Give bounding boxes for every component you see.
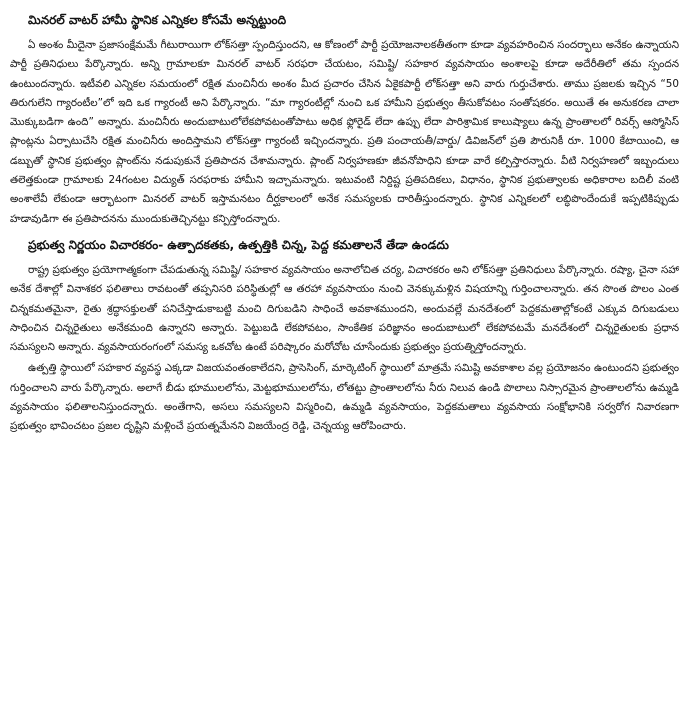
section-cooperative-farming xyxy=(10,235,679,437)
paragraph: రాష్ట్ర ప్రభుత్వం ప్రయోగాత్మకంగా చేపడుతున్న సమిష్టి/ సహకార వ్యవసాయం అనాలోచిత చర్య, విచారకరం అని లోక్‌సత్తా ప్రతినిధులు పేర్కొన్నారు. రష్యా, చైనా సహా అనేక దేశాల్లో వినాశకర ఫలితాలు రావటంతో తప్పనిసరి పరిస్థితుల్లో ఆ తరహా వ్యవసాయం నుంచి వెనక్కుమళ్లిన విషయాన్ని గుర్తించాలన్నారు. తన సొంత పొలం ఎంత చిన్నకమతమైనా, రైతు శ్రద్ధాసక్తులతో పనిచేస్తాడుకాబట్టి మంచి దిగుబడిని సాధించే అవకాశముందని, అందువల్లే మనదేశంలో పెద్దకమతాల్లోకంటే ఎక్కువ దిగుబడులు సాధించిన చిన్నరైతులు అనేకమంది ఉన్నారని అన్నారు. పెట్టుబడి లేకపోవటం, సాంకేతిక పరిజ్ఞానం అందుబాటులో లేకపోవటమే మనదేశంలో చిన్నరైతులకు ప్రధాన సమస్యలని అన్నారు. వ్యవసాయరంగంలో సమస్య ఒకచోట ఉంటే పరిష్కారం మరోచోట చూసేందుకు ప్రభుత్వం ప్రయత్నిస్తోందన్నారు. xyxy=(10,263,679,354)
section-mineral-water xyxy=(10,10,679,229)
section-heading: మినరల్ వాటర్ హామీ స్థానిక ఎన్నికల కోసమే అన్నట్టుంది xyxy=(28,13,287,27)
section-heading: ప్రభుత్వ నిర్ణయం విచారకరం- ఉత్పాదకతకు, ఉత్పత్తికి చిన్న, పెద్ద కమతాలనే తేడా ఉండదు xyxy=(28,237,449,252)
paragraph: ఏ అంశం మీదైనా ప్రజాసంక్షేమమే గీటురాయిగా లోక్‌సత్తా స్పందిస్తుందని, ఆ కోణంలో పార్టీ ప్రయోజనాలకతీతంగా కూడా వ్యవహరించిన సందర్భాలు అనేకం ఉన్నాయని పార్టీ ప్రతినిధులు పేర్కొన్నారు. అన్ని గ్రామాలకూ మినరల్ వాటర్ సరఫరా చేయటం, సమిష్టి/ సహకార వ్యవసాయం అంశాలపై కూడా అదేరీతిలో తమ స్పందన ఉంటుందన్నారు. ఇటీవలి ఎన్నికల సమయంలో రక్షిత మంచినీరు అంశం మీద ప్రచారం చేసిన ఏకైకపార్టీ లోక్‌సత్తా అని వారు గుర్తుచేశారు. తాము ప్రజలకు ఇచ్చిన “50 తిరుగులేని గ్యారంటీల”లో ఇది ఒక గ్యారంటీ అని పేర్కొన్నారు. “మా గ్యారంటీల్లో నుంచి ఒక హామీని ప్రభుత్వం తీసుకోవటం సంతోషకరం. అయితే ఈ అనుకరణ చాలా మొక్కుబడిగా ఉంది” అన్నారు. మంచినీరు అందుబాటులోలేకపోవటంతోపాటు అధిక ఫ్లోరైడ్ లేదా ఉప్పు లేదా పారిశ్రామిక కాలుష్యాలు ఉన్న ప్రాంతాలలో రివర్స్ ఆస్మోసిస్ ప్లాంట్లను ఏర్పాటుచేసి రక్షిత మంచినీరు అందిస్తామని లోక్‌సత్తా గ్యారంటీ ఇచ్చిందన్నారు. ప్రతి పంచాయతీ/వార్డు/ డివిజన్‌లో ప్రతి పౌరునికీ రూ. 1000 కేటాయించి, ఆ డబ్బుతో స్థానిక ప్రభుత్వం ప్లాంట్‌ను నడుపుకునే ప్రతిపాదన చేశామన్నారు. ప్లాంట్ నిర్వహణకూ జీవనోపాధిని కూడా వారే కల్పిస్తారన్నారు. వీటి నిర్వహణలో ఇబ్బందులు తలెత్తకుండా గ్రామాలకు 24గంటల విద్యుత్ సరఫరాకు హామీని ఇచ్చామన్నారు. ఇటువంటి నిర్దిష్ట ప్రతిపదికలు, విధానం, స్థానిక ప్రభుత్వాలకు అధికారాల బదిలీ వంటి అంశాలేవీ లేకుండా ఆర్భాటంగా మినరల్ వాటర్ ఇస్తామనటం దీర్ఘకాలంలో అనేక సమస్యలకు దారితీస్తుందన్నారు. స్థానిక ఎన్నికలలో లబ్ధిపొందేందుకే ఇప్పటికిప్పుడు హడావుడిగా ఈ ప్రతిపాదనను ముందుకుతెచ్చినట్టు కన్పిస్తోందన్నారు. xyxy=(10,39,680,225)
paragraph: ఉత్పత్తి స్థాయిలో సహకార వ్యవస్థ ఎక్కడా విజయవంతంకాలేదని, ప్రాసెసింగ్, మార్కెటింగ్ స్థాయిలో మాత్రమే సమిష్టి అవకాశాల వల్ల ప్రయోజనం ఉంటుందని ప్రభుత్వం గుర్తించాలని వారు పేర్కొన్నారు. అలాగే బీడు భూములలోను, మెట్టభూములలోను, లోతట్టు ప్రాంతాలలోను నీరు నిలువ ఉండి పొలాలు నిస్సారమైన ప్రాంతాలలోను ఉమ్మడి వ్యవసాయం ఫలితాలనిస్తుందన్నారు. అంతేగాని, అసలు సమస్యలని విస్మరించి, ఉమ్మడి వ్యవసాయం, పెద్దకమతాలు వ్యవసాయ సంక్షోభానికి సర్వరోగ నివారణగా ప్రభుత్వం భావించటం ప్రజల దృష్టిని మళ్లించే ప్రయత్నమేనని విజయేంద్ర రెడ్డి, చెన్నయ్య ఆరోపించారు. xyxy=(10,362,679,433)
